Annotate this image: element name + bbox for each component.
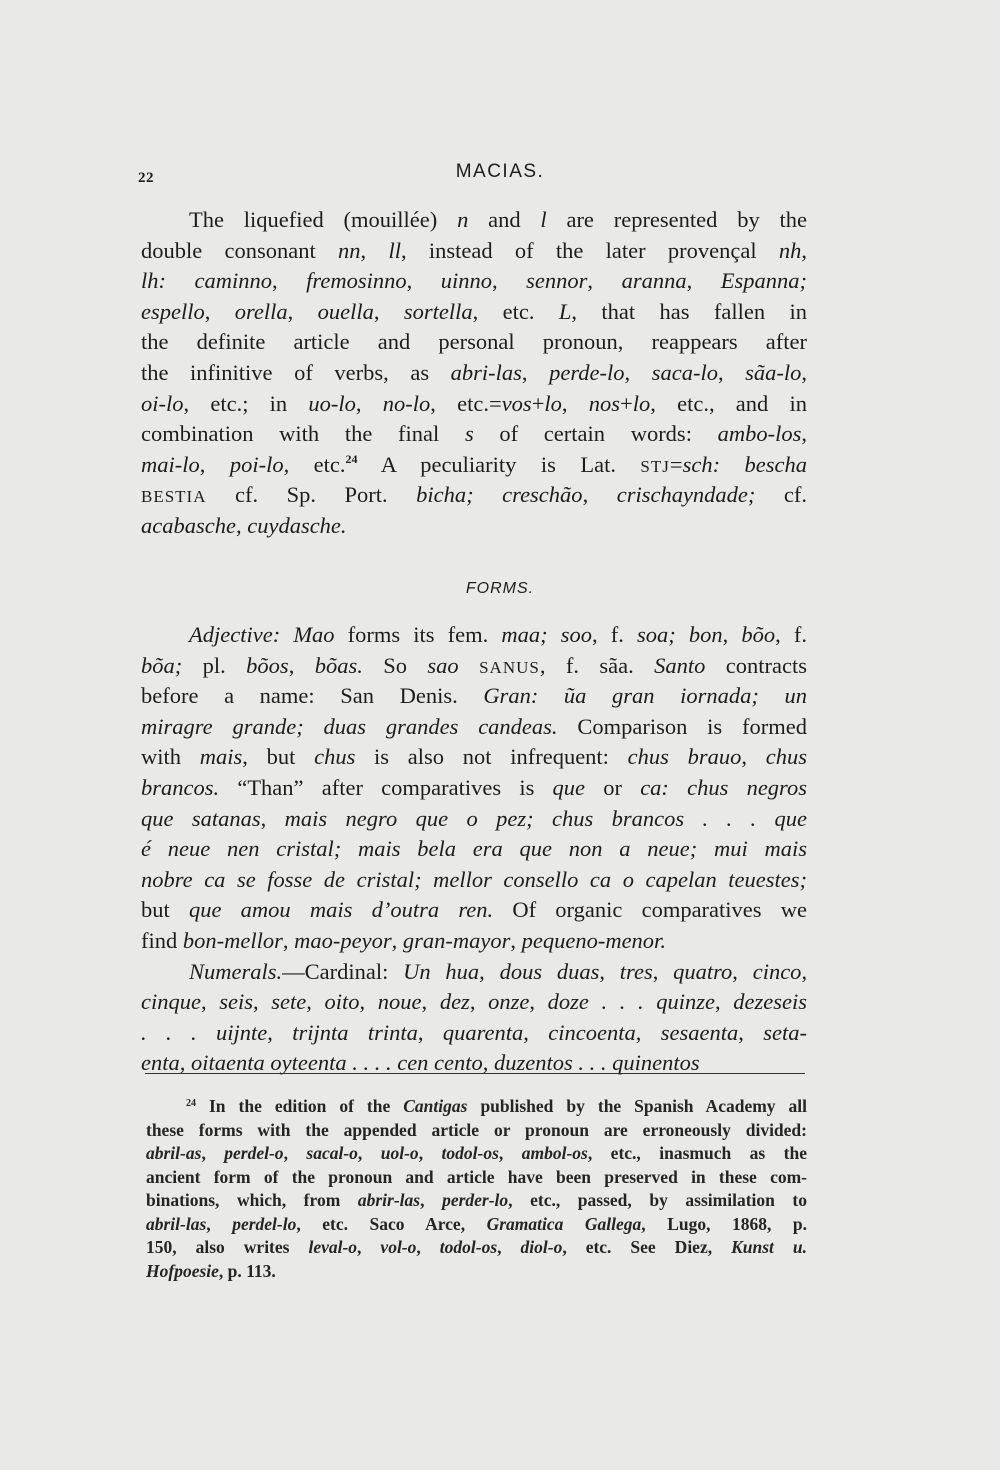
text-run: , etc., inasmuch as the [587,1143,807,1163]
text-line [146,1189,807,1213]
text-run: , [587,268,622,294]
text-run: , [420,1190,443,1210]
text-run: Un hua [403,958,480,984]
text-run: uol-o [380,1143,419,1163]
text-run: combination with the final [141,421,465,447]
text-run: of certain words: [473,421,718,447]
text-line [141,480,807,511]
text-run: chus brauo [627,744,742,770]
text-run: the infinitive of verbs, as [141,359,451,385]
text-run: , [260,805,285,831]
text-run: , [801,421,808,447]
text-run: brancos. [141,774,220,800]
text-run: , etc., passed, by assimilation to [508,1190,808,1210]
text-run: abril-las [146,1213,207,1234]
text-run: tres [619,958,653,984]
text-run: chus [765,744,808,770]
text-run: oi-lo [141,390,184,416]
text-run: saca-lo [651,359,718,385]
text-run: , [801,958,808,984]
text-run: + [531,390,545,416]
text-run: acabasche [141,512,236,538]
text-run: trijnta trinta [292,1019,418,1045]
text-run: , [624,359,652,385]
text-run: Adjective: [189,622,281,647]
text-run: uinno [440,268,493,294]
text-run: chus [314,744,356,770]
text-run: , [418,1143,442,1163]
text-run: are represented by the [546,207,807,232]
text-run: , [469,989,489,1015]
text-line [141,987,807,1018]
text-run: dous duas [499,958,600,984]
text-run: Hofpoesie [146,1260,219,1281]
text-line [141,712,807,743]
text-run: , [732,958,753,984]
section-heading-forms: FORMS. [465,580,535,597]
text-run: abri-las [450,359,522,385]
text-run: mao-peyor [294,927,392,953]
text-run: nh [778,237,802,263]
text-run: , f. [775,622,808,647]
text-run: , [357,1143,381,1163]
text-run: doze . . . quinze [547,989,716,1015]
text-line [141,1018,807,1049]
text-run: Of organic comparatives we [493,897,807,923]
text-run: before a name: San Denis. [141,683,484,709]
text-run: ambo-los [717,421,802,447]
text-run: , [421,989,440,1015]
text-run: miragre grande; duas grandes candeas. [141,713,558,739]
text-line [141,511,807,542]
text-line [146,1095,807,1119]
text-line [141,450,807,481]
text-run: , [373,298,404,324]
text-run: sãa-lo [745,359,802,385]
text-run: , [204,298,235,324]
text-run: vol-o [380,1237,417,1257]
text-run: 150, also writes [146,1237,309,1257]
text-line [146,1213,807,1237]
text-run: , [521,359,550,385]
text-run: , [282,927,295,953]
text-run: , etc. See Diez, [562,1237,732,1257]
text-run: ouella [317,298,374,324]
text-run: BESTIA [141,487,207,507]
text-run: , [582,482,617,508]
text-run: STJ [640,456,670,476]
text-run: seis [219,989,253,1015]
text-run: , [492,268,527,294]
text-run [280,622,293,647]
text-run: aranna [621,268,687,294]
text-run: , [206,1213,233,1234]
text-run: , [201,1143,225,1163]
text-run: diol-o [520,1237,563,1257]
text-line [141,205,807,236]
text-run: , etc. [283,451,346,477]
paragraph-liquefied-consonants [141,205,807,542]
text-run: oito [324,989,360,1015]
text-run: , [306,989,325,1015]
text-line [141,865,807,896]
text-run: , [482,1050,495,1076]
text-run: espello [141,298,205,324]
text-run: que amou mais d’outra ren. [188,897,494,923]
text-run: todol-os [441,1143,499,1163]
text-run: , [523,1019,549,1045]
text-run: , [267,1019,293,1045]
text-run: quatro [673,958,733,984]
text-run: , [288,652,315,678]
text-run: sennor [526,268,588,294]
text-run: sortella [403,298,473,324]
text-run: In the edition of the [196,1096,404,1116]
text-run: , etc. Saco Arce, [296,1213,487,1234]
text-run: seta- [763,1019,808,1045]
text-run: cf. [755,482,808,508]
text-run: , [200,989,220,1015]
text-run: , [179,1050,191,1076]
text-run: . . . uijnte [141,1019,268,1045]
text-run: noue [377,989,422,1015]
text-run: Cantigas [403,1096,468,1116]
text-line [141,895,807,926]
text-run: forms its fem. [334,622,502,647]
text-run: sesaenta [660,1019,739,1045]
text-run: , [561,390,589,416]
text-run: perde-lo [549,359,625,385]
text-run: cincoenta [548,1019,636,1045]
text-run: , Lugo, 1868, p. [641,1213,807,1234]
text-run: , [253,989,272,1015]
text-line [141,773,807,804]
text-run: is also not infrequent: [355,744,628,770]
text-run: abril-as [146,1143,202,1163]
footnote-ref: 24 [186,1098,196,1109]
text-run: , f. sãa. [539,652,655,678]
text-run: , [355,390,383,416]
text-run: , [510,927,522,953]
text-run: s [464,421,474,447]
text-run: , [686,268,721,294]
text-run: , [359,989,378,1015]
text-run: ll [388,237,401,263]
text-run: Gran: ũa gran iornada; un [483,683,807,709]
text-run: vos [501,390,532,416]
text-run: , [801,237,808,263]
text-run: , p. 113. [218,1260,276,1281]
text-line [146,1236,807,1260]
text-run: onze [488,989,530,1015]
text-run: ancient form of the pronoun and article have been preserved in these com- [146,1166,807,1187]
text-line [141,620,807,651]
text-run: Mao [293,622,335,647]
text-run: contracts [705,652,808,678]
text-run: , but [242,744,315,770]
text-run: orella [234,298,288,324]
text-run: , etc., and in [650,390,808,416]
text-run: , [416,1237,440,1257]
text-run: , etc.= [430,390,502,416]
text-run: sacal-o [306,1143,358,1163]
text-run: mais negro que o pez; chus brancos . . . que [284,805,807,831]
text-run: nobre ca se fosse de cristal; mellor consello ca o capelan teuestes; [141,866,807,892]
text-run: oitaenta oyteenta . . . . cen cento [191,1050,483,1076]
text-run: l [540,207,547,232]
text-run: ca: chus negros [640,774,807,800]
text-run: , [287,298,318,324]
text-run: perdel-o [224,1143,284,1163]
text-run: , [498,1143,522,1163]
text-run: nn [338,237,361,263]
footnote-ref: 24 [345,451,358,466]
text-run: Santo [654,652,706,678]
text-run: , instead of the later provençal [400,237,779,263]
text-run: perder-lo [442,1190,509,1210]
text-run: lo [544,390,562,416]
text-run: or [585,774,641,800]
text-run: maa; soo [501,622,593,647]
text-line [141,266,807,297]
page-number: 22 [138,170,154,186]
text-line [141,834,807,865]
text-run: binations, which, from [146,1190,358,1210]
text-run: mai-lo [141,451,200,477]
text-line [141,742,807,773]
text-line [141,681,807,712]
text-line [141,957,807,988]
text-run: soa; bon [637,622,723,647]
text-run: The liquefied (mouillée) [189,207,458,232]
text-run: , [738,1019,764,1045]
text-run: Gramatica Gallega [486,1213,642,1234]
text-run: SANUS [479,657,540,677]
text-run: que satanas [141,805,261,831]
text-run: , etc. [472,298,559,324]
text-run: , [801,359,808,385]
text-run: Kunst u. [731,1237,808,1257]
text-run: , [479,958,500,984]
text-run: , [717,359,746,385]
text-run: , [417,1019,443,1045]
text-run: , [599,958,620,984]
text-line [141,804,807,835]
text-run: crischayndade; [616,482,756,508]
text-line [141,358,807,389]
text-run: bõas. [314,652,363,678]
text-run: , [497,1237,521,1257]
text-run: + [620,390,633,416]
text-run: perdel-lo [232,1213,297,1234]
footnote-24 [146,1095,807,1283]
text-run: the definite article and personal pronoun, reappears after [141,329,807,355]
text-run: Numerals. [189,958,283,984]
text-run: que [552,774,586,800]
text-run: duzentos . . . quinentos [494,1050,700,1076]
text-run: So [362,652,428,678]
text-run: enta [141,1050,180,1076]
text-run: , [360,237,389,263]
text-run: , [652,958,674,984]
text-run: these forms with the appended article or pronoun are erroneously divided: [146,1119,807,1140]
text-run: , that has fallen in [571,298,807,324]
text-run: sch: bescha [682,451,807,477]
text-run: bõo [741,622,776,647]
text-run: bõos [246,652,289,678]
text-run: abrir-las [357,1190,421,1210]
text-run: , etc.; in [183,390,309,416]
text-run: L [558,298,572,324]
text-run: and [468,207,541,232]
text-run: ambol-os [521,1143,588,1163]
text-run: , [199,451,230,477]
text-run: uo-lo [308,390,356,416]
text-run: cinco [752,958,802,984]
forms-paragraphs [141,620,807,1079]
text-run: dez [439,989,470,1015]
text-run: , [391,927,403,953]
text-run: , [635,1019,661,1045]
text-run: , [283,1143,307,1163]
text-run: dezeseis [733,989,808,1015]
text-run: , [235,512,248,538]
text-run: no-lo [382,390,431,416]
text-line [141,651,807,682]
text-run: , [715,989,734,1015]
text-run: quarenta [442,1019,524,1045]
text-line [146,1119,807,1143]
text-run: sete [271,989,307,1015]
text-run: gran-mayor [402,927,511,953]
text-run: double consonant [141,237,339,263]
text-run: cinque [141,989,201,1015]
text-run: lo [632,390,651,416]
text-line [141,419,807,450]
text-run: A peculiarity is Lat. [357,451,641,477]
text-run: , [406,268,441,294]
text-line [141,236,807,267]
text-run: todol-os [439,1237,498,1257]
text-run: cuydasche. [247,512,347,538]
text-run: mais [199,744,243,770]
text-run: poi-lo [229,451,284,477]
text-line [141,327,807,358]
text-line [146,1142,807,1166]
text-run: , [357,1237,381,1257]
running-title: MACIAS. [455,161,545,182]
text-run: with [141,744,200,770]
text-run: Espanna; [720,268,807,294]
text-run: n [457,207,469,232]
text-line [141,1048,807,1079]
text-line [146,1166,807,1190]
text-line [146,1260,807,1284]
text-line [141,297,807,328]
text-run: , f. [592,622,638,647]
text-run: bon-mellor [182,927,283,953]
text-line [141,389,807,420]
text-run: , [529,989,548,1015]
text-run: —Cardinal: [282,958,404,984]
text-run: , [741,744,766,770]
text-run: fremosinno [306,268,407,294]
text-run: leval-o [308,1237,358,1257]
text-run: cf. Sp. Port. [206,482,417,508]
text-run: lh: caminno [141,268,273,294]
text-run: pequeno-menor. [521,927,666,953]
text-run: find [141,927,183,953]
text-run: but [141,897,189,923]
text-run: “Than” after comparatives is [219,774,553,800]
text-run: é neue nen cristal; mais bela era que non a neue; mui mais [141,836,807,862]
text-run: published by the Spanish Academy all [467,1096,808,1116]
text-run: , [722,622,742,647]
text-run: bicha; creschão [416,482,583,508]
text-run: bõa; [141,652,183,678]
footnote-rule [145,1073,805,1074]
text-run: , [272,268,307,294]
text-run: = [669,451,683,477]
text-run: sao [427,652,459,678]
text-run: nos [588,390,621,416]
text-run [459,653,479,678]
text-line [141,926,807,957]
text-run: pl. [182,652,247,678]
text-run: Comparison is formed [557,713,807,739]
